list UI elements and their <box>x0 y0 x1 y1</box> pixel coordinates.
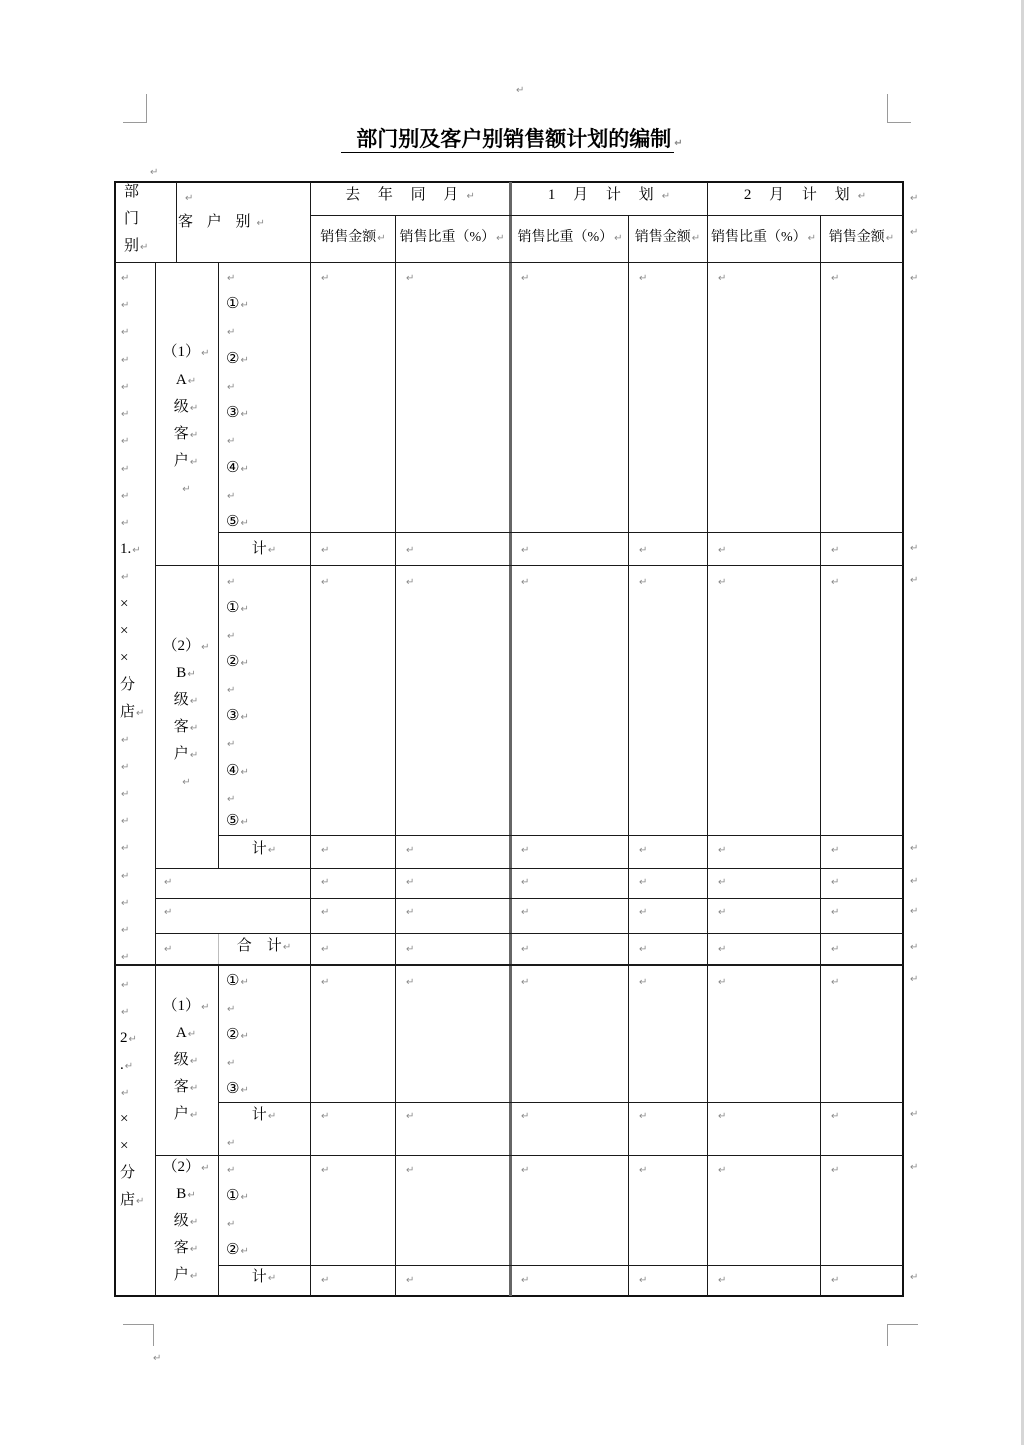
row-end-mark: ↵ <box>910 942 919 953</box>
data-cell: ↵ <box>639 944 648 955</box>
pilcrow-mark: ↵ <box>466 191 475 202</box>
grid-line <box>155 565 903 566</box>
data-cell: ↵ <box>406 545 415 556</box>
circled-1: ①↵ <box>226 600 249 616</box>
header-group-feb-plan: 2 月 计 划↵ <box>743 187 867 203</box>
data-cell: ↵ <box>831 1111 840 1122</box>
empty-line: ↵ <box>227 1004 236 1015</box>
data-cell: ↵ <box>639 907 648 918</box>
paragraph-mark <box>152 1348 161 1368</box>
block-b2-label: 户↵ <box>173 1267 199 1283</box>
empty-line: ↵ <box>121 436 130 447</box>
circled-4: ④↵ <box>226 460 249 476</box>
grid-line-double <box>509 182 512 1296</box>
circled-4: ④↵ <box>226 763 249 779</box>
empty-cell: ↵ <box>164 907 173 918</box>
block-a2-label: （1）↵ <box>162 998 210 1014</box>
data-cell: ↵ <box>521 1275 530 1286</box>
block-b2-label: 客↵ <box>173 1240 199 1256</box>
grid-line <box>707 182 708 1296</box>
empty-line: ↵ <box>227 327 236 338</box>
empty-line: ↵ <box>121 898 130 909</box>
data-cell: ↵ <box>831 545 840 556</box>
branch-2-name-char: 分 <box>120 1165 136 1181</box>
grid-line <box>218 965 219 1296</box>
grid-line <box>155 933 903 934</box>
data-cell: ↵ <box>639 1165 648 1176</box>
data-cell: ↵ <box>521 545 530 556</box>
empty-line: ↵ <box>227 491 236 502</box>
row-end-mark: ↵ <box>910 843 919 854</box>
data-cell: ↵ <box>321 845 330 856</box>
circled-2: ②↵ <box>226 654 249 670</box>
grid-line <box>155 898 903 899</box>
grid-line <box>310 182 311 1296</box>
data-cell: ↵ <box>718 944 727 955</box>
branch-1-name-char: × <box>120 650 129 666</box>
block-b2-label: B↵ <box>176 1186 196 1202</box>
block-a1-label: 客↵ <box>173 426 199 442</box>
data-cell: ↵ <box>521 977 530 988</box>
data-cell: ↵ <box>831 944 840 955</box>
block-a2-label: 户↵ <box>173 1106 199 1122</box>
data-cell: ↵ <box>406 907 415 918</box>
data-cell: ↵ <box>321 1275 330 1286</box>
empty-line: ↵ <box>121 843 130 854</box>
row-end-mark: ↵ <box>910 1162 919 1173</box>
empty-line: ↵ <box>227 382 236 393</box>
row-end-mark: ↵ <box>910 273 919 284</box>
data-cell: ↵ <box>718 1275 727 1286</box>
empty-line: ↵ <box>121 925 130 936</box>
data-cell: ↵ <box>718 877 727 888</box>
subtotal-label: 计↵ <box>251 541 277 557</box>
data-cell: ↵ <box>321 1165 330 1176</box>
data-cell: ↵ <box>406 944 415 955</box>
pilcrow-mark: ↵ <box>691 233 701 244</box>
data-cell: ↵ <box>321 545 330 556</box>
data-cell: ↵ <box>521 907 530 918</box>
empty-line: ↵ <box>121 300 130 311</box>
data-cell: ↵ <box>406 1275 415 1286</box>
data-cell: ↵ <box>718 1111 727 1122</box>
branch-1-name-char: × <box>120 623 129 639</box>
branch-2-number-dot: .↵ <box>120 1057 134 1073</box>
header-sub-sales-amount: 销售金额↵ <box>320 230 386 245</box>
data-cell: ↵ <box>321 1111 330 1122</box>
data-cell: ↵ <box>321 977 330 988</box>
header-dept-char: 别↵ <box>124 238 149 254</box>
header-customer-mark <box>184 188 193 208</box>
data-cell: ↵ <box>831 273 840 284</box>
circled-1: ①↵ <box>226 296 249 312</box>
block-b2-label: 级↵ <box>173 1213 199 1229</box>
grid-line <box>176 182 177 262</box>
empty-line: ↵ <box>227 685 236 696</box>
data-cell: ↵ <box>406 1165 415 1176</box>
branch-2-name-char: × <box>120 1111 129 1127</box>
data-cell: ↵ <box>831 1275 840 1286</box>
data-cell: ↵ <box>718 545 727 556</box>
empty-line: ↵ <box>121 327 130 338</box>
empty-line: ↵ <box>121 1007 130 1018</box>
margin-mark-bottom-right <box>887 1324 918 1346</box>
empty-line: ↵ <box>121 735 130 746</box>
block-b1-label: 级↵ <box>173 692 199 708</box>
block-b1-label: （2）↵ <box>162 638 210 654</box>
header-sub-sales-amount: 销售金额↵ <box>828 230 895 245</box>
empty-line: ↵ <box>121 355 130 366</box>
header-sub-sales-ratio: 销售比重（%）↵ <box>710 230 817 245</box>
pilcrow-mark: ↵ <box>185 193 194 204</box>
data-cell: ↵ <box>639 977 648 988</box>
data-cell: ↵ <box>406 845 415 856</box>
data-cell: ↵ <box>321 877 330 888</box>
data-cell: ↵ <box>639 545 648 556</box>
grid-line <box>218 532 903 533</box>
data-cell: ↵ <box>321 944 330 955</box>
block-a2-label: A↵ <box>175 1025 197 1041</box>
data-cell: ↵ <box>406 577 415 588</box>
empty-line: ↵ <box>227 739 236 750</box>
data-cell: ↵ <box>639 1275 648 1286</box>
empty-line: ↵ <box>227 631 236 642</box>
data-cell: ↵ <box>521 845 530 856</box>
empty-line: ↵ <box>121 952 130 963</box>
data-cell: ↵ <box>831 845 840 856</box>
margin-mark-top-right <box>887 94 911 123</box>
empty-cell: ↵ <box>164 877 173 888</box>
block-a1-label: A↵ <box>175 372 197 388</box>
data-cell: ↵ <box>521 944 530 955</box>
data-cell: ↵ <box>639 877 648 888</box>
pilcrow-mark: ↵ <box>153 1353 162 1364</box>
data-cell: ↵ <box>521 877 530 888</box>
pilcrow-mark: ↵ <box>256 218 265 229</box>
paragraph-mark <box>515 80 524 100</box>
circled-5: ⑤↵ <box>226 813 249 829</box>
data-cell: ↵ <box>521 1111 530 1122</box>
data-cell: ↵ <box>521 577 530 588</box>
data-cell: ↵ <box>321 273 330 284</box>
grid-line <box>310 215 903 216</box>
data-cell: ↵ <box>406 273 415 284</box>
pilcrow-mark: ↵ <box>857 191 867 202</box>
data-cell: ↵ <box>639 1111 648 1122</box>
circled-3: ③↵ <box>226 1081 249 1097</box>
page-title <box>0 126 1024 157</box>
data-cell: ↵ <box>639 845 648 856</box>
pilcrow-mark: ↵ <box>496 233 505 244</box>
data-cell: ↵ <box>521 1165 530 1176</box>
header-sub-sales-ratio: 销售比重（%）↵ <box>517 230 623 245</box>
branch-1-number: 1.↵ <box>120 541 141 557</box>
empty-line: ↵ <box>227 1219 236 1230</box>
row-end-mark: ↵ <box>910 543 919 554</box>
empty-line: ↵ <box>121 789 130 800</box>
data-cell: ↵ <box>406 1111 415 1122</box>
empty-line: ↵ <box>121 980 130 991</box>
header-sub-sales-amount: 销售金额↵ <box>634 230 701 245</box>
pilcrow-mark: ↵ <box>661 191 671 202</box>
header-dept-char: 部 <box>124 184 140 200</box>
paragraph-mark <box>149 162 158 182</box>
circled-3: ③↵ <box>226 405 249 421</box>
empty-line: ↵ <box>227 577 236 588</box>
row-end-mark: ↵ <box>910 876 919 887</box>
empty-line: ↵ <box>227 1165 236 1176</box>
row-end-mark: ↵ <box>910 1272 919 1283</box>
header-group-jan-plan: 1 月 计 划↵ <box>547 187 671 203</box>
margin-mark-bottom-left <box>123 1324 154 1346</box>
row-end-mark: ↵ <box>910 575 919 586</box>
empty-line: ↵ <box>121 762 130 773</box>
grand-total-label: 合 计↵ <box>236 938 292 954</box>
block-b1-label: B↵ <box>176 665 196 681</box>
data-cell: ↵ <box>406 877 415 888</box>
circled-2: ②↵ <box>226 1027 249 1043</box>
empty-line: ↵ <box>121 464 130 475</box>
empty-line: ↵ <box>121 382 130 393</box>
block-b1-label: 户↵ <box>173 746 199 762</box>
pilcrow-mark: ↵ <box>150 167 159 178</box>
pilcrow-mark: ↵ <box>140 242 149 253</box>
row-end-mark: ↵ <box>910 227 919 238</box>
grid-line <box>628 215 629 1296</box>
empty-line: ↵ <box>121 273 130 284</box>
circled-2: ②↵ <box>226 351 249 367</box>
data-cell: ↵ <box>639 273 648 284</box>
data-cell: ↵ <box>831 907 840 918</box>
data-cell: ↵ <box>321 907 330 918</box>
row-end-mark: ↵ <box>910 1109 919 1120</box>
circled-1: ①↵ <box>226 1188 249 1204</box>
margin-mark-top-left <box>123 94 147 123</box>
page-title-text: 部门别及客户别销售额计划的编制 <box>356 127 672 151</box>
grid-line <box>218 1265 903 1266</box>
branch-2-number: 2↵ <box>120 1030 137 1046</box>
pilcrow-mark: ↵ <box>614 233 623 244</box>
block-b2-label: （2）↵ <box>162 1159 210 1175</box>
branch-1-name-char: × <box>120 596 129 612</box>
pilcrow-mark: ↵ <box>516 85 525 96</box>
pilcrow-mark: ↵ <box>377 233 386 244</box>
header-dept-char: 门 <box>124 211 140 227</box>
empty-line: ↵ <box>121 816 130 827</box>
branch-2-name-char: × <box>120 1138 129 1154</box>
empty-line: ↵ <box>227 273 236 284</box>
data-cell: ↵ <box>639 577 648 588</box>
data-cell: ↵ <box>718 1165 727 1176</box>
pilcrow-mark: ↵ <box>674 138 683 149</box>
empty-line: ↵ <box>121 572 130 583</box>
header-sub-sales-ratio: 销售比重（%）↵ <box>399 230 505 245</box>
empty-line: ↵ <box>121 518 130 529</box>
block-a2-label: 客↵ <box>173 1079 199 1095</box>
empty-line: ↵ <box>121 1088 130 1099</box>
circled-1: ①↵ <box>226 973 249 989</box>
subtotal-label: 计↵ <box>251 1107 277 1123</box>
empty-line: ↵ <box>227 794 236 805</box>
row-end-mark: ↵ <box>910 906 919 917</box>
grid-line <box>218 835 903 836</box>
branch-2-name-char: 店↵ <box>120 1192 145 1208</box>
data-cell: ↵ <box>831 577 840 588</box>
header-group-last-year: 去 年 同 月↵ <box>345 187 475 203</box>
row-end-mark: ↵ <box>910 974 919 985</box>
branch-1-name-char: 店↵ <box>120 704 145 720</box>
block-a1-label: （1）↵ <box>162 344 210 360</box>
grid-line <box>820 215 821 1296</box>
block-b1-label: 客↵ <box>173 719 199 735</box>
grid-line <box>115 262 903 263</box>
data-cell: ↵ <box>406 977 415 988</box>
empty-line: ↵ <box>121 491 130 502</box>
circled-2: ②↵ <box>226 1242 249 1258</box>
empty-cell: ↵ <box>164 944 173 955</box>
empty-line: ↵ <box>121 409 130 420</box>
empty-line: ↵ <box>227 1058 236 1069</box>
empty-line: ↵ <box>182 484 191 495</box>
data-cell: ↵ <box>718 907 727 918</box>
circled-3: ③↵ <box>226 708 249 724</box>
grid-line <box>155 1155 903 1156</box>
block-a1-label: 级↵ <box>173 399 199 415</box>
data-cell: ↵ <box>718 977 727 988</box>
empty-line: ↵ <box>227 1138 236 1149</box>
subtotal-label: 计↵ <box>251 841 277 857</box>
header-customer-label: 客 户 别↵ <box>178 214 265 230</box>
data-cell: ↵ <box>718 273 727 284</box>
data-cell: ↵ <box>831 977 840 988</box>
row-end-mark: ↵ <box>910 193 919 204</box>
data-cell: ↵ <box>321 577 330 588</box>
branch-1-name-char: 分 <box>120 677 136 693</box>
circled-5: ⑤↵ <box>226 514 249 530</box>
section-divider-line <box>115 964 903 966</box>
block-a1-label: 户↵ <box>173 453 199 469</box>
grid-line <box>155 868 903 869</box>
data-cell: ↵ <box>521 273 530 284</box>
data-cell: ↵ <box>831 877 840 888</box>
subtotal-label: 计↵ <box>251 1269 277 1285</box>
empty-line: ↵ <box>227 436 236 447</box>
block-a2-label: 级↵ <box>173 1052 199 1068</box>
empty-line: ↵ <box>121 871 130 882</box>
grid-line <box>395 215 396 1296</box>
data-cell: ↵ <box>718 845 727 856</box>
data-cell: ↵ <box>718 577 727 588</box>
empty-line: ↵ <box>182 777 191 788</box>
grid-line <box>218 1102 903 1103</box>
pilcrow-mark: ↵ <box>885 233 895 244</box>
pilcrow-mark: ↵ <box>807 233 817 244</box>
data-cell: ↵ <box>831 1165 840 1176</box>
